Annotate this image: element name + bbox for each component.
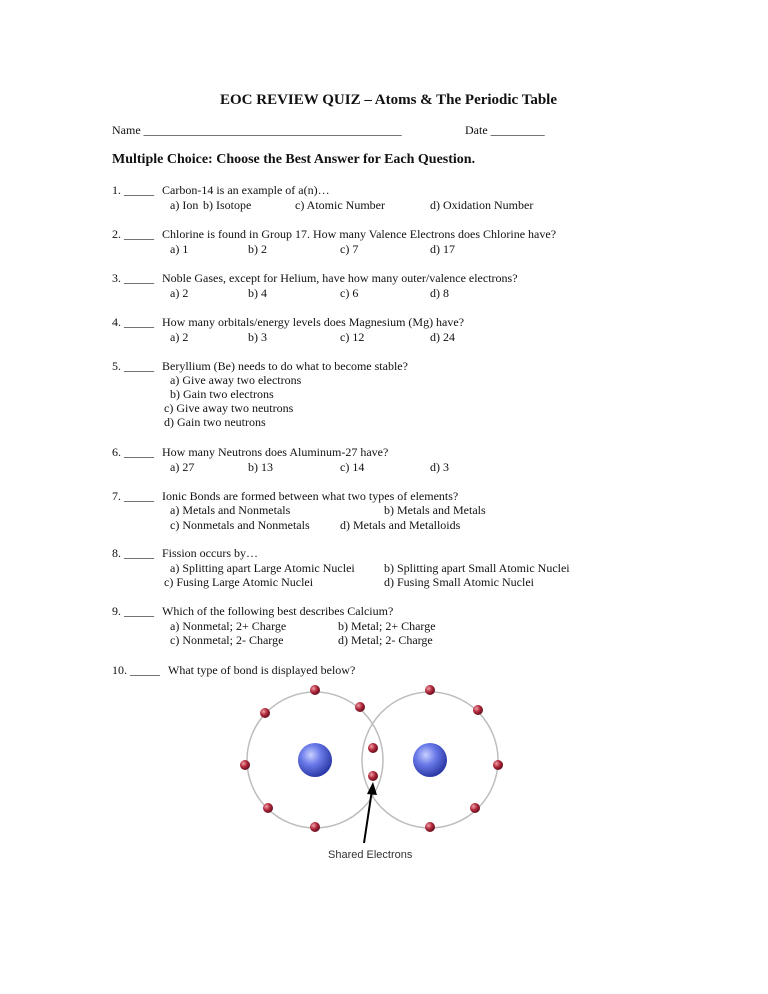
option-a[interactable]: a) 2 [170, 330, 189, 344]
question-text: How many orbitals/energy levels does Magnesium (Mg) have? [162, 315, 465, 329]
question-number[interactable]: 4. _____ [112, 315, 154, 329]
option-b[interactable]: b) Splitting apart Small Atomic Nuclei [384, 561, 570, 575]
option-d[interactable]: d) 17 [430, 242, 455, 256]
left-nucleus [298, 743, 332, 777]
page-title: EOC REVIEW QUIZ – Atoms & The Periodic Table [220, 92, 557, 108]
option-a[interactable]: a) Nonmetal; 2+ Charge [170, 619, 287, 633]
option-b[interactable]: b) 4 [248, 286, 267, 300]
option-a[interactable]: a) Splitting apart Large Atomic Nuclei [170, 561, 355, 575]
option-c[interactable]: c) Give away two neutrons [164, 401, 294, 415]
option-c[interactable]: c) 6 [340, 286, 359, 300]
electron [310, 822, 320, 832]
question-text: Fission occurs by… [162, 546, 258, 560]
option-c[interactable]: c) Nonmetal; 2- Charge [170, 633, 284, 647]
question-text: What type of bond is displayed below? [168, 663, 356, 677]
pointer-arrow [364, 790, 372, 843]
electron [368, 771, 378, 781]
date-field[interactable]: Date _________ [465, 123, 545, 137]
option-d[interactable]: d) 8 [430, 286, 449, 300]
question-text: Carbon-14 is an example of a(n)… [162, 183, 330, 197]
option-a[interactable]: a) 2 [170, 286, 189, 300]
electron [473, 705, 483, 715]
option-a[interactable]: a) Give away two electrons [170, 373, 302, 387]
name-field[interactable]: Name ___________________________________________ [112, 123, 402, 137]
electron [260, 708, 270, 718]
option-d[interactable]: d) 24 [430, 330, 455, 344]
option-c[interactable]: c) 14 [340, 460, 365, 474]
question-text: Noble Gases, except for Helium, have how many outer/valence electrons? [162, 271, 518, 285]
question-number[interactable]: 7. _____ [112, 489, 154, 503]
shared-electrons [368, 743, 378, 781]
option-a[interactable]: a) Metals and Nonmetals [170, 503, 291, 517]
electron [425, 822, 435, 832]
option-b[interactable]: b) Metal; 2+ Charge [338, 619, 436, 633]
option-c[interactable]: c) 7 [340, 242, 359, 256]
option-b[interactable]: b) 2 [248, 242, 267, 256]
option-c[interactable]: c) Fusing Large Atomic Nuclei [164, 575, 314, 589]
option-d[interactable]: d) 3 [430, 460, 449, 474]
option-d[interactable]: d) Fusing Small Atomic Nuclei [384, 575, 534, 589]
option-d[interactable]: d) Gain two neutrons [164, 415, 266, 429]
question-text: How many Neutrons does Aluminum-27 have? [162, 445, 389, 459]
electron [368, 743, 378, 753]
question-number[interactable]: 9. _____ [112, 604, 154, 618]
option-a[interactable]: a) 1 [170, 242, 189, 256]
option-d[interactable]: d) Metal; 2- Charge [338, 633, 433, 647]
option-a[interactable]: a) Ion [170, 198, 199, 212]
question-number[interactable]: 3. _____ [112, 271, 154, 285]
question-number[interactable]: 1. _____ [112, 183, 154, 197]
question-text: Which of the following best describes Calcium? [162, 604, 394, 618]
question-number[interactable]: 8. _____ [112, 546, 154, 560]
option-d[interactable]: d) Oxidation Number [430, 198, 534, 212]
electron [310, 685, 320, 695]
question-number[interactable]: 10. _____ [112, 663, 160, 677]
option-c[interactable]: c) Atomic Number [295, 198, 385, 212]
option-a[interactable]: a) 27 [170, 460, 195, 474]
question-text: Ionic Bonds are formed between what two types of elements? [162, 489, 459, 503]
question-number[interactable]: 6. _____ [112, 445, 154, 459]
electron [470, 803, 480, 813]
question-number[interactable]: 5. _____ [112, 359, 154, 373]
right-nucleus [413, 743, 447, 777]
question-number[interactable]: 2. _____ [112, 227, 154, 241]
electron [425, 685, 435, 695]
option-b[interactable]: b) 3 [248, 330, 267, 344]
covalent-bond-diagram [230, 680, 520, 870]
electron [493, 760, 503, 770]
question-text: Beryllium (Be) needs to do what to become stable? [162, 359, 408, 373]
electron [355, 702, 365, 712]
option-b[interactable]: b) 13 [248, 460, 273, 474]
option-d[interactable]: d) Metals and Metalloids [340, 518, 461, 532]
instructions: Multiple Choice: Choose the Best Answer for Each Question. [112, 152, 476, 167]
option-b[interactable]: b) Gain two electrons [170, 387, 274, 401]
option-b[interactable]: b) Isotope [203, 198, 252, 212]
electron [240, 760, 250, 770]
option-b[interactable]: b) Metals and Metals [384, 503, 486, 517]
question-text: Chlorine is found in Group 17. How many Valence Electrons does Chlorine have? [162, 227, 557, 241]
electron [263, 803, 273, 813]
option-c[interactable]: c) Nonmetals and Nonmetals [170, 518, 310, 532]
option-c[interactable]: c) 12 [340, 330, 365, 344]
shared-electrons-label: Shared Electrons [328, 849, 413, 861]
